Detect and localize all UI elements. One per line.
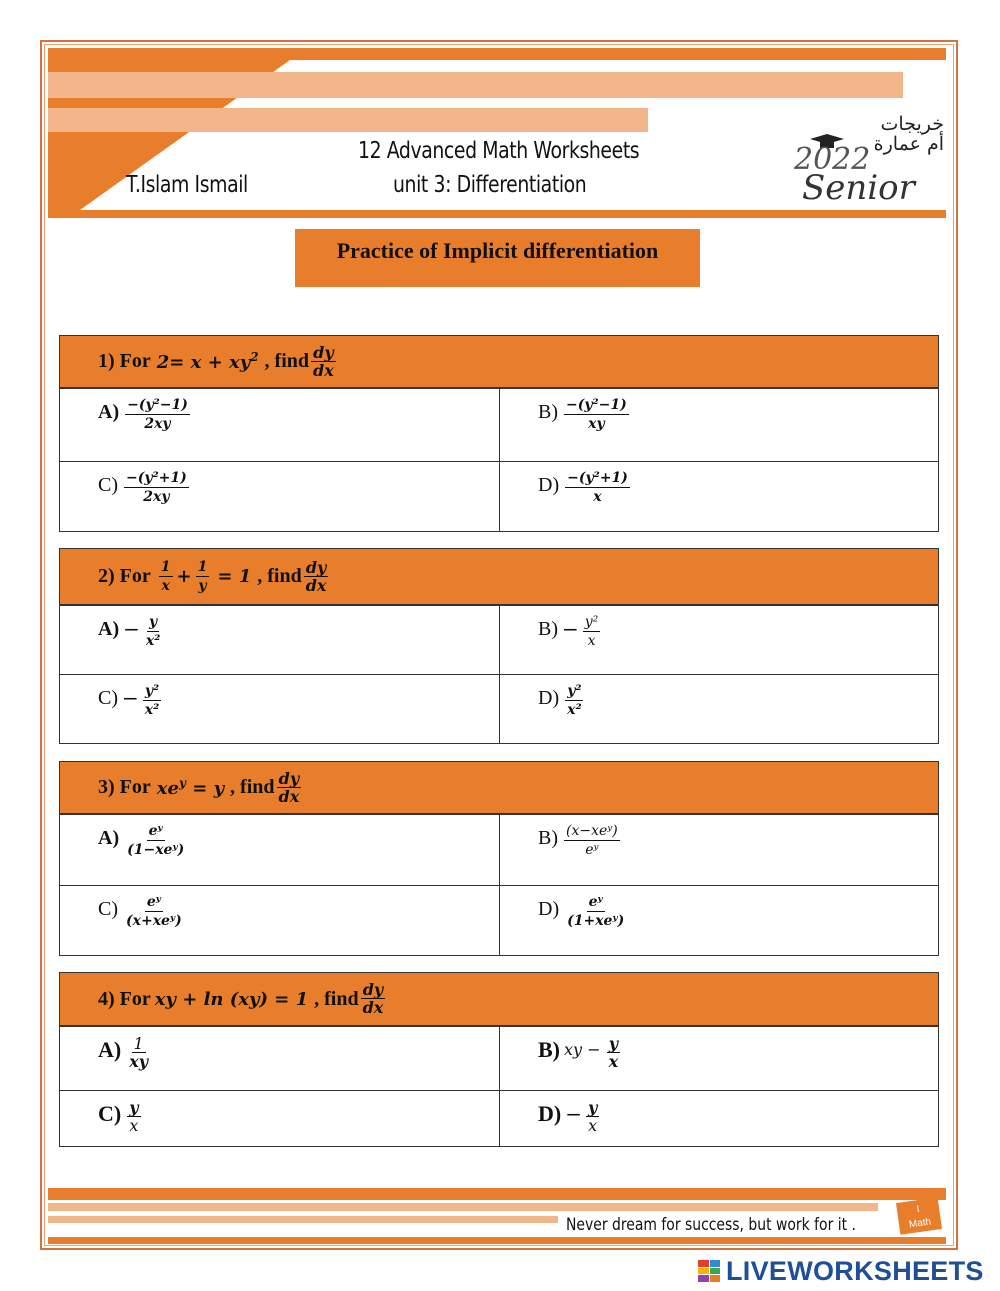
- question-1-header: 1) For $2= x + xy^2$ , find $\frac{dy}{dx}$: [60, 336, 938, 388]
- question-1: [59, 335, 939, 532]
- option-a[interactable]: A) − $\frac{y}{\text{x²}}$: [98, 614, 161, 649]
- question-4: [59, 972, 939, 1147]
- senior-logo: [790, 112, 950, 212]
- unit-title: unit 3: Differentiation: [393, 172, 587, 198]
- option-a[interactable]: A) $\frac{\text{−(y²−1)}}{2xy}$: [98, 397, 188, 432]
- option-b[interactable]: B) $\frac{\text{(x−xeʸ)}}{\text{eʸ}}$: [499, 815, 938, 885]
- question-3: [59, 761, 939, 956]
- option-a[interactable]: A) $\frac{1}{xy}$: [98, 1034, 149, 1071]
- worksheet-title: 12 Advanced Math Worksheets: [358, 138, 640, 164]
- option-c[interactable]: C) $\frac{\text{eʸ}}{\text{(x+xeʸ)}}$: [98, 894, 182, 929]
- logo-word: Senior: [802, 168, 915, 208]
- option-b[interactable]: B) − $\frac{\text{y²}}{x}$: [499, 606, 938, 674]
- liveworksheets-brand[interactable]: LIVEWORKSHEETS: [726, 1256, 984, 1286]
- teacher-name: T.Islam Ismail: [126, 172, 248, 198]
- i-love-math-badge: I Math: [896, 1197, 942, 1235]
- derivative-fraction: $\frac{dy}{dx}$: [313, 342, 334, 380]
- option-c[interactable]: C) $\frac{y}{x}$: [98, 1098, 139, 1135]
- option-a[interactable]: A) $\frac{\text{eʸ}}{\text{(1−xeʸ)}}$: [98, 823, 185, 858]
- liveworksheets-logo-icon: [698, 1260, 720, 1282]
- option-d[interactable]: D) $\frac{\text{eʸ}}{\text{(1+xeʸ)}}$: [499, 886, 938, 955]
- question-2-header: 2) For $\frac{1}{x}$ + $\frac{1}{y}$ = 1 , find $\frac{dy}{dx}$: [60, 549, 938, 605]
- option-c[interactable]: C) $\frac{\text{−(y²+1)}}{2xy}$: [98, 470, 187, 505]
- logo-arabic-text: خريجات أم عمارة: [873, 113, 944, 155]
- option-c[interactable]: C) − $\frac{\text{y²}}{\text{x²}}$: [98, 683, 160, 718]
- question-4-header: 4) For xy + ln (xy) = 1 , find $\frac{dy}{dx}$: [60, 973, 938, 1026]
- question-2: [59, 548, 939, 744]
- option-d[interactable]: D) $\frac{\text{y²}}{\text{x²}}$: [499, 675, 938, 743]
- logo-year: 2022: [794, 142, 871, 177]
- option-d[interactable]: D) $\frac{\text{−(y²+1)}}{x}$: [499, 462, 938, 531]
- question-3-header: 3) For $xe^y = y$ , find $\frac{dy}{dx}$: [60, 762, 938, 814]
- footer-motto: Never dream for success, but work for it .: [566, 1215, 856, 1235]
- option-b[interactable]: B) $\frac{\text{−(y²−1)}}{xy}$: [499, 389, 938, 461]
- option-d[interactable]: D) − $\frac{y}{x}$: [499, 1091, 938, 1146]
- practice-title: Practice of Implicit differentiation: [295, 229, 700, 287]
- option-b[interactable]: B) xy − $\frac{y}{x}$: [499, 1027, 938, 1090]
